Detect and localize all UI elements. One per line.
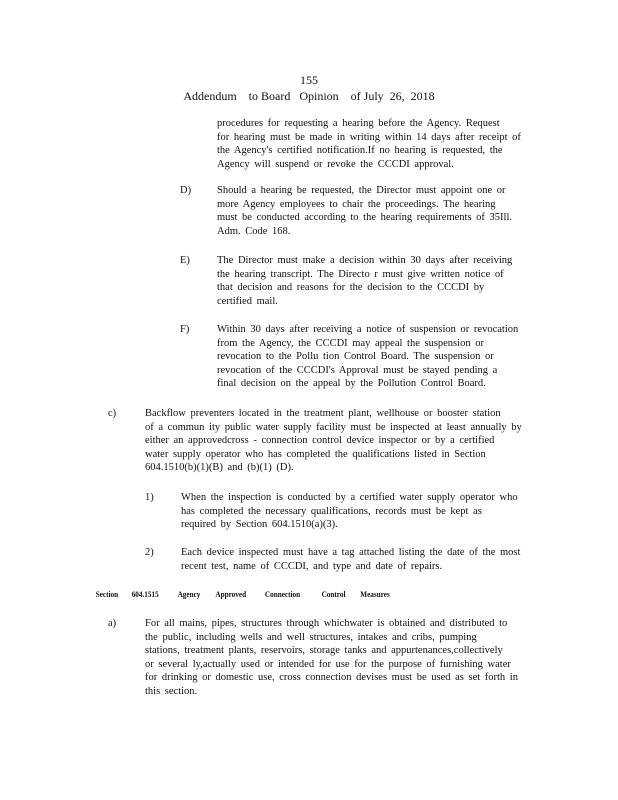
text-line: revocation to the Pollu tion Control Board. The suspension or	[217, 351, 494, 363]
item-d-paragraph	[217, 184, 539, 238]
item-label-d: D)	[180, 185, 192, 196]
text-line: Agency will suspend or revoke the CCCDI approval.	[217, 158, 454, 170]
text-line: required by Section 604.1510(a)(3).	[181, 519, 338, 531]
text-line: When the inspection is conducted by a certified water supply operator who	[181, 492, 518, 503]
text-line: must be conducted according to the hearing requirements of 35Ill.	[217, 212, 512, 224]
text-line: of a commun ity public water supply facility must be inspected at least annually by	[145, 421, 522, 433]
text-line: For all mains, pipes, structures through whichwater is obtained and distributed to	[145, 618, 508, 629]
text-line: for drinking or domestic use, cross connection devises must be used as set forth in	[145, 672, 518, 684]
item-label-c: c)	[108, 408, 117, 419]
item-2-paragraph	[181, 546, 541, 573]
section-title-word: Measures	[360, 590, 390, 599]
text-line: certified mail.	[217, 295, 278, 307]
text-line: more Agency employees to chair the proceedings. The hearing	[217, 198, 496, 210]
item-label-e: E)	[180, 255, 190, 266]
text-line: that decision and reasons for the decision to the CCCDI by	[217, 282, 485, 294]
text-line: Each device inspected must have a tag attached listing the date of the most	[181, 547, 521, 558]
text-line: this section.	[145, 685, 198, 697]
section-heading	[31, 590, 587, 602]
text-line: has completed the necessary qualifications, records must be kept as	[181, 505, 482, 517]
text-line: from the Agency, the CCCDI may appeal the suspension or	[217, 337, 484, 349]
item-c-paragraph	[145, 407, 541, 475]
text-line: recent test, name of CCCDI, and type and date of repairs.	[181, 560, 443, 572]
continuation-paragraph	[217, 117, 539, 171]
text-line: 604.1510(b)(1)(B) and (b)(1) (D).	[145, 462, 294, 474]
item-a-paragraph	[145, 617, 541, 699]
section-title-word: Agency	[177, 590, 201, 599]
text-line: procedures for requesting a hearing before the Agency. Request	[217, 118, 500, 129]
text-line: the Agency's certified notification.If no hearing is requested, the	[217, 145, 503, 157]
text-line: for hearing must be made in writing within 14 days after receipt of	[217, 131, 521, 143]
section-title-word: Control	[321, 590, 346, 599]
text-line: revocation of the CCCDI's Approval must be stayed pending a	[217, 364, 498, 376]
text-line: The Director must make a decision within 30 days after receiving	[217, 255, 513, 266]
text-line: stations, treatment plants, reservoirs, storage tanks and appurtenances,collectively	[145, 645, 503, 657]
text-line: the hearing transcript. The Directo r must give written notice of	[217, 268, 504, 280]
item-1-paragraph	[181, 491, 541, 532]
section-title-word: Connection	[264, 590, 301, 599]
section-number: 604.1515	[131, 590, 159, 599]
item-label-f: F)	[180, 324, 190, 335]
item-e-paragraph	[217, 254, 539, 308]
item-label-a: a)	[108, 618, 117, 629]
text-line: Backflow preventers located in the treatment plant, wellhouse or booster station	[145, 408, 501, 419]
text-line: Within 30 days after receiving a notice of suspension or revocation	[217, 324, 519, 335]
page-number: 155	[300, 73, 318, 87]
text-line: water supply operator who has completed the qualifications listed in Section	[145, 448, 486, 460]
text-line: either an approvedcross - connection control device inspector or by a certified	[145, 435, 495, 447]
page-title: Addendum to Board Opinion of July 26, 2018	[183, 89, 435, 103]
text-line: Adm. Code 168.	[217, 225, 291, 237]
item-label-1: 1)	[145, 492, 154, 503]
text-line: the public, including wells and well structures, intakes and cribs, pumping	[145, 631, 477, 643]
text-line: Should a hearing be requested, the Director must appoint one or	[217, 185, 506, 196]
item-f-paragraph	[217, 323, 539, 391]
text-line: final decision on the appeal by the Pollution Control Board.	[217, 378, 486, 390]
section-title-word: Approved	[215, 590, 247, 599]
section-word: Section	[95, 590, 119, 599]
text-line: or several ly,actually used or intended for use for the purpose of furnishing water	[145, 658, 511, 670]
item-label-2: 2)	[145, 547, 154, 558]
